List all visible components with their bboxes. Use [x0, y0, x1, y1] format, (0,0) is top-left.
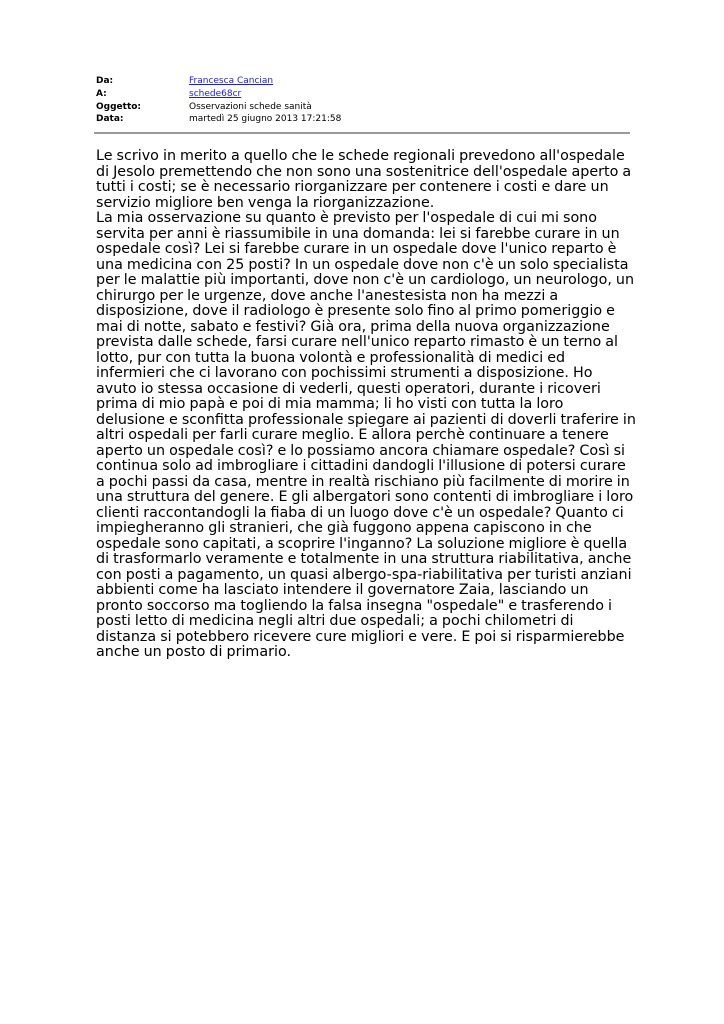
date-label: Data: [96, 114, 124, 125]
header-row-subject [96, 101, 630, 114]
header-row-date [96, 113, 630, 126]
to-label: A: [96, 88, 107, 99]
header-divider [94, 132, 630, 134]
header-row-to [96, 88, 630, 101]
from-label: Da: [96, 76, 114, 86]
email-body [96, 149, 636, 661]
from-link[interactable]: Francesca Cancian [189, 76, 274, 86]
email-header [96, 75, 630, 126]
subject-label: Oggetto: [96, 101, 142, 112]
subject-value: Osservazioni schede sanità [189, 101, 312, 112]
date-value: martedì 25 giugno 2013 17:21:58 [189, 114, 342, 125]
to-link[interactable]: schede68cr [189, 88, 242, 99]
body-paragraph-1: Le scrivo in merito a quello che le schede regionali prevedono all'ospedale di Jesolo premettendo che non sono una sostenitrice dell'ospedale aperto a tutti i costi; se è necessario riorganizzare per contenere i costi e dare un servizio migliore ben venga la riorganizzazione. [96, 148, 632, 211]
header-row-from [96, 75, 630, 88]
body-paragraph-2: La mia osservazione su quanto è previsto per l'ospedale di cui mi sono servita per anni è riassumibile in una domanda: lei si farebbe curare in un ospedale così? Lei si farebbe curare in un ospedale dove l'unico reparto è una medicina con 25 posti? In un ospedale dove non c'è un solo specialista per le malattie più importanti, dove non c'è un cardiologo, un neurologo, un chirurgo per le urgenze, dove anche l'anestesista non ha mezzi a disposizione, dove il radiologo è presente solo fino al primo pomeriggio e mai di notte, sabato e festivi? Già ora, prima della nuova organizzazione prevista dalle schede, farsi curare nell'unico reparto rimasto è un terno al lotto, pur con tutta la buona volontà e professionalità di medici ed infermieri che ci lavorano con pochissimi strumenti a disposizione. Ho avuto io stessa occasione di vederli, questi operatori, durante i ricoveri prima di mio papà e poi di mia mamma; li ho visti con tutta la loro delusione e sconfitta professionale spiegare ai pazienti di doverli traferire in altri ospedali per farli curare meglio. E allora perchè continuare a tenere aperto un ospedale così? e lo possiamo ancora chiamare ospedale? Così si continua solo ad imbrogliare i cittadini dandogli l'illusione di potersi curare a pochi passi da casa, mentre in realtà rischiano più facilmente di morire in una struttura del genere. E gli albergatori sono contenti di imbrogliare i loro clienti raccontandogli la fiaba di un luogo dove c'è un ospedale? Quanto ci impiegheranno gli stranieri, che già fuggono appena capiscono in che ospedale sono capitati, a scoprire l'inganno? La soluzione migliore è quella di trasformarlo veramente e totalmente in una struttura riabilitativa, anche con posti a pagamento, un quasi albergo-spa-riabilitativa per turisti anziani abbienti come ha lasciato intendere il governatore Zaia, lasciando un pronto soccorso ma togliendo la falsa insegna "ospedale" e trasferendo i posti letto di medicina negli altri due ospedali; a pochi chilometri di distanza si potebbero ricevere cure migliori e vere. E poi si risparmierebbe anche un posto di primario. [96, 210, 636, 660]
